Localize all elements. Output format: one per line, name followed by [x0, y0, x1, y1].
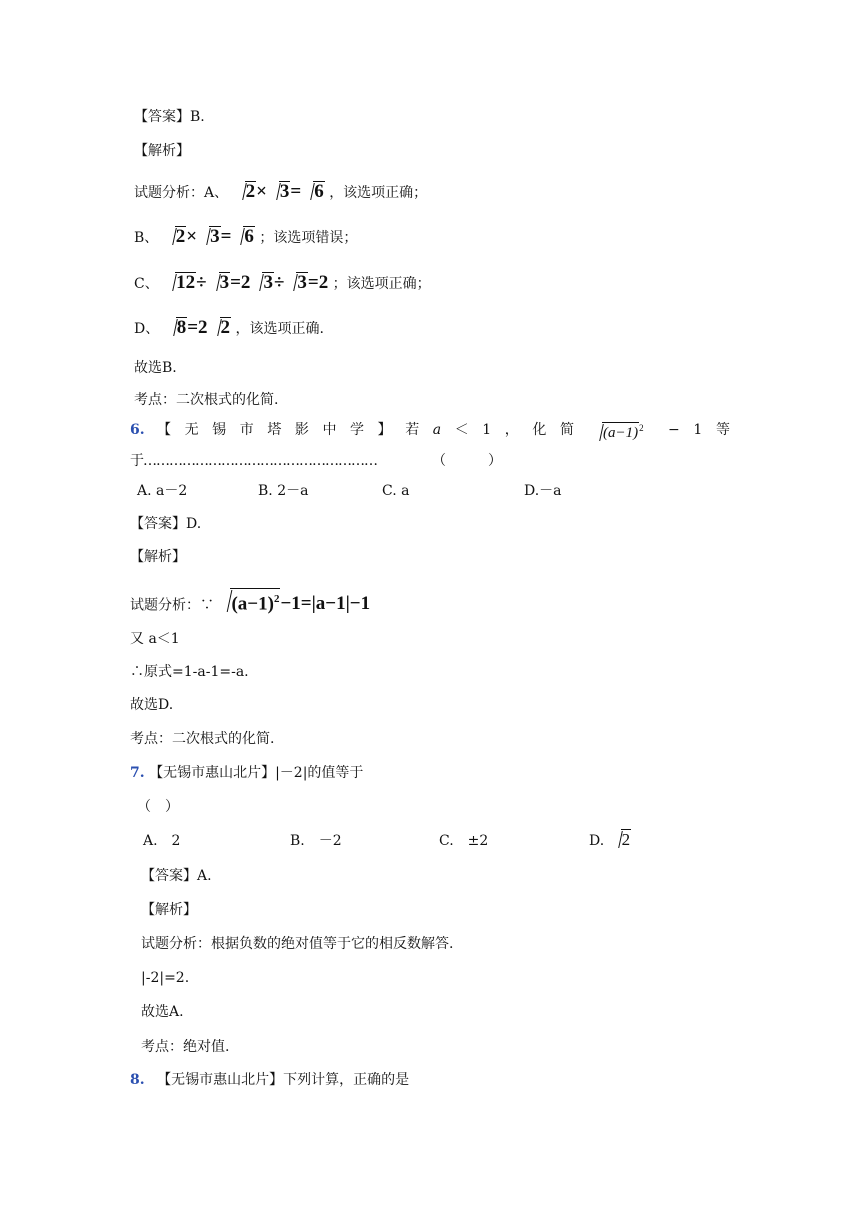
q6-stem-char: 【 [157, 422, 171, 438]
q5-answer: 【答案】B. [134, 109, 205, 125]
q5-line-a-suffix: ，该选项正确； [329, 185, 428, 201]
q6-stem-char: 化 [532, 422, 547, 438]
q5-line-a [134, 181, 427, 203]
q6-analysis-label: 【解析】 [130, 549, 186, 565]
q7-option-d [589, 829, 631, 851]
question-number: 8. [130, 1072, 145, 1088]
q8-stem: 【无锡市惠山北片】下列计算，正确的是 [157, 1072, 410, 1088]
q5-line-c-formula [163, 272, 328, 293]
q6-answer: 【答案】D. [130, 516, 202, 532]
q7-stem-line [130, 763, 363, 783]
radicand: 3 [263, 272, 273, 293]
exponent: 2 [639, 423, 644, 433]
times-sign: × [186, 226, 198, 247]
q6-option-d: D.－a [524, 483, 562, 499]
divide-sign: ÷ [196, 272, 207, 293]
q6-stem-char: 】 [377, 422, 392, 438]
q5-line-c-prefix: C、 [134, 276, 159, 292]
q5-line-a-formula [233, 181, 325, 202]
q6-stem-char: 中 [322, 422, 337, 438]
q7-option-c: C. ±2 [439, 833, 489, 849]
q6-stem-char: 1 [482, 422, 492, 438]
q6-tail-spread [668, 420, 730, 440]
q5-line-d [134, 317, 324, 339]
divide-sign: ÷ [273, 272, 285, 293]
equals-two: =2 [230, 272, 251, 293]
formula-rest: −1=|a−1|−1 [280, 593, 371, 615]
q6-stem-char: 影 [294, 422, 309, 438]
equals-two: =2 [187, 317, 208, 338]
q7-stem: 【无锡市惠山北片】|－2|的值等于 [149, 765, 364, 781]
q6-stem-char: 锡 [212, 422, 227, 438]
q6-analysis [130, 588, 370, 615]
radicand: 3 [279, 181, 290, 202]
radicand: 3 [219, 272, 230, 293]
q6-stem-char: 塔 [267, 422, 282, 438]
q7-analysis: 试题分析：根据负数的绝对值等于它的相反数解答. [141, 936, 454, 952]
q8-stem-line [130, 1070, 409, 1090]
q6-line2-dots: 于……………………………………………… [130, 453, 377, 469]
q6-option-b: B. 2－a [258, 483, 309, 499]
q5-line-b-suffix: ；该选项错误； [259, 230, 358, 246]
q6-stem-char: a [432, 422, 442, 438]
q6-stem-char: ＜ [454, 422, 469, 438]
radicand-text: (a−1) [231, 593, 274, 615]
radicand: (a−1) [602, 422, 639, 443]
q6-stem-char: 市 [239, 422, 254, 438]
q6-tail-char: − [668, 422, 680, 438]
radicand: 8 [176, 317, 187, 338]
q7-option-d-formula [609, 830, 632, 849]
q7-paren: （ ） [137, 799, 179, 815]
q5-analysis-label: 【解析】 [134, 143, 190, 159]
q6-stem-spread [157, 420, 574, 440]
q5-choice: 故选B. [134, 360, 177, 376]
q6-stem-char: 简 [559, 422, 574, 438]
q6-radical [590, 425, 644, 441]
q6-also: 又 a＜1 [130, 631, 180, 647]
q6-line2 [130, 451, 377, 471]
q6-stem-char: 若 [405, 422, 420, 438]
question-number: 7. [130, 765, 145, 781]
q5-line-d-formula [164, 317, 231, 338]
q7-analysis-label: 【解析】 [141, 902, 197, 918]
radicand: 6 [244, 226, 254, 247]
times-sign: × [256, 181, 267, 202]
q6-paren: （ ） [432, 453, 502, 469]
radicand: 2 [175, 226, 186, 247]
q5-line-b-formula [163, 226, 255, 247]
q5-line-b [134, 226, 357, 248]
q6-stem-char: 学 [350, 422, 365, 438]
radicand: 3 [210, 226, 220, 247]
q5-line-c-suffix: ；该选项正确； [332, 276, 431, 292]
q5-line-d-prefix: D、 [134, 321, 160, 337]
q6-stem-char: ， [504, 422, 519, 438]
q6-tail-char: 等 [716, 422, 730, 438]
q6-stem-char: 无 [184, 422, 199, 438]
q6-option-a: A. a－2 [137, 483, 188, 499]
q5-line-a-prefix: 试题分析：A、 [134, 185, 229, 201]
question-number: 6. [130, 422, 145, 438]
q7-calc: |-2|=2. [141, 970, 190, 986]
q7-answer: 【答案】A. [141, 868, 212, 884]
q7-choice: 故选A. [141, 1004, 184, 1020]
equals-sign: = [290, 181, 302, 202]
q6-therefore: ∴原式=1-a-1=-a. [130, 664, 249, 680]
radicand: 2 [621, 830, 631, 849]
radicand: 12 [176, 272, 196, 293]
radicand: 3 [297, 272, 307, 293]
q6-option-c: C. a [382, 483, 410, 499]
equals-sign: = [220, 226, 232, 247]
q5-line-d-suffix: ，该选项正确. [235, 321, 324, 337]
equals-two: =2 [307, 272, 329, 293]
q5-line-b-prefix: B、 [134, 230, 159, 246]
q7-option-a: A. 2 [143, 833, 181, 849]
radicand: 2 [220, 317, 231, 338]
q5-topic: 考点：二次根式的化简. [134, 392, 279, 408]
radicand: 6 [314, 181, 324, 202]
q6-analysis-prefix: 试题分析：∵ [130, 597, 214, 614]
q6-choice: 故选D. [130, 697, 174, 713]
q6-radical-expr [590, 418, 644, 443]
exponent: 2 [273, 593, 280, 605]
q5-line-c [134, 272, 431, 294]
q7-topic: 考点：绝对值. [141, 1039, 230, 1055]
q6-analysis-formula [218, 593, 370, 614]
q6-topic: 考点：二次根式的化简. [130, 731, 275, 747]
q6-tail-char: 1 [693, 422, 703, 438]
q6-number [130, 420, 145, 440]
q7-option-d-prefix: D. [589, 833, 605, 849]
q7-option-b: B. －2 [290, 833, 342, 849]
radicand: 2 [245, 181, 256, 202]
radicand [230, 588, 280, 614]
